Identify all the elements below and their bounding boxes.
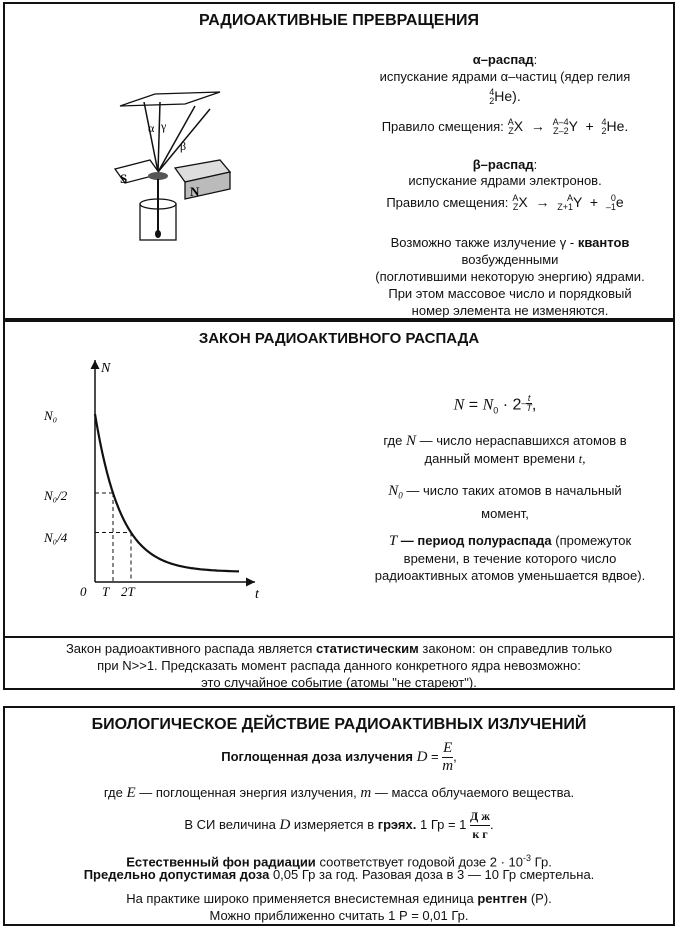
alpha-label: α <box>148 121 155 135</box>
origin-label: 0 <box>80 584 87 599</box>
decay-curve-chart <box>40 352 280 602</box>
helium-nucleus: 4 2He). <box>489 87 521 107</box>
y-tick-n0-half: N₀/2 <box>44 488 68 503</box>
x-axis-label: t <box>255 587 259 602</box>
section-title: БИОЛОГИЧЕСКОЕ ДЕЙСТВИЕ РАДИОАКТИВНЫХ ИЗЛУЧЕНИЙ <box>91 716 587 733</box>
legend-N0: $N_0$ — число таких атомов в начальный момент, <box>388 483 622 521</box>
biological-effects-panel <box>3 706 675 926</box>
si-unit-line: В СИ величина D измеряется в грэях. 1 Гр = 1 $\frac{\text{Д ж}}{\text{к г}}$ . <box>184 809 494 841</box>
dose-legend: где E — поглощенная энергия излучения, m — масса облучаемого вещества. <box>103 785 575 801</box>
beta-shift-rule: Правило смещения: A ZX → A Z+1Y + 0 –1e <box>386 193 624 213</box>
decay-formula: $N = N_0 \cdot 2^{- \frac{t}{T}}$ , <box>453 393 537 416</box>
x-tick-T: T <box>102 584 110 599</box>
background-radiation-line: Естественный фон радиации соответствует годовой дозе $2 \cdot 10^{-3}$ Гр. <box>126 853 552 870</box>
alpha-decay-heading: α–распад: <box>472 52 538 67</box>
gamma-label: γ <box>161 119 167 133</box>
legend-N: где N — число нераспавшихся атомов в данный момент времени t, <box>383 433 627 466</box>
south-pole-label: S <box>120 171 128 186</box>
decay-curve <box>95 414 239 571</box>
section-title: ЗАКОН РАДИОАКТИВНОГО РАСПАДА <box>198 330 480 347</box>
decay-law-panel <box>3 320 675 690</box>
alpha-decay-description: испускание ядрами α–частиц (ядер гелия <box>379 69 631 84</box>
statistical-law-note: Закон радиоактивного распада является статистическим законом: он справедлив только при N>>1. Предсказать момент распада данного конкретного ядра невозможно: это случайное событие (атомы "не стареют"). <box>65 641 613 690</box>
gamma-note: Возможно также излучение γ - квантов возбужденными (поглотившими некоторую энергию) ядрами. При этом массовое число и порядковый номер элемента не изменяются. <box>375 235 645 318</box>
section-title: РАДИОАКТИВНЫЕ ПРЕВРАЩЕНИЯ <box>199 12 479 29</box>
magnet-deflection-figure <box>100 84 250 249</box>
y-tick-n0-quarter: N₀/4 <box>44 530 68 545</box>
x-tick-2T: 2T <box>121 584 135 599</box>
radioactive-transformations-panel <box>3 2 675 320</box>
beta-label: β <box>180 139 187 153</box>
y-tick-n0: N₀ <box>44 408 58 423</box>
absorbed-dose-formula: Поглощенная доза излучения D = $\frac{E}{m}$ , <box>221 740 457 774</box>
beta-decay-description: испускание ядрами электронов. <box>408 173 602 188</box>
north-pole-label: N <box>190 184 200 199</box>
y-axis-label: N <box>101 361 111 376</box>
max-dose-line: Предельно допустимая доза 0,05 Гр за год. Разовая доза в 3 — 10 Гр смертельна. <box>83 867 595 882</box>
legend-half-life: T — период полураспада (промежуток времени, в течение которого число радиоактивных атомов уменьшается вдвое). <box>374 533 646 583</box>
beta-decay-heading: β–распад: <box>472 157 538 172</box>
roentgen-note: На практике широко применяется внесистемная единица рентген (Р). Можно приближенно считать 1 Р = 0,01 Гр. <box>126 891 552 923</box>
alpha-shift-rule: Правило смещения: A ZX → A–4 Z–2Y + 4 2He. <box>381 117 629 137</box>
